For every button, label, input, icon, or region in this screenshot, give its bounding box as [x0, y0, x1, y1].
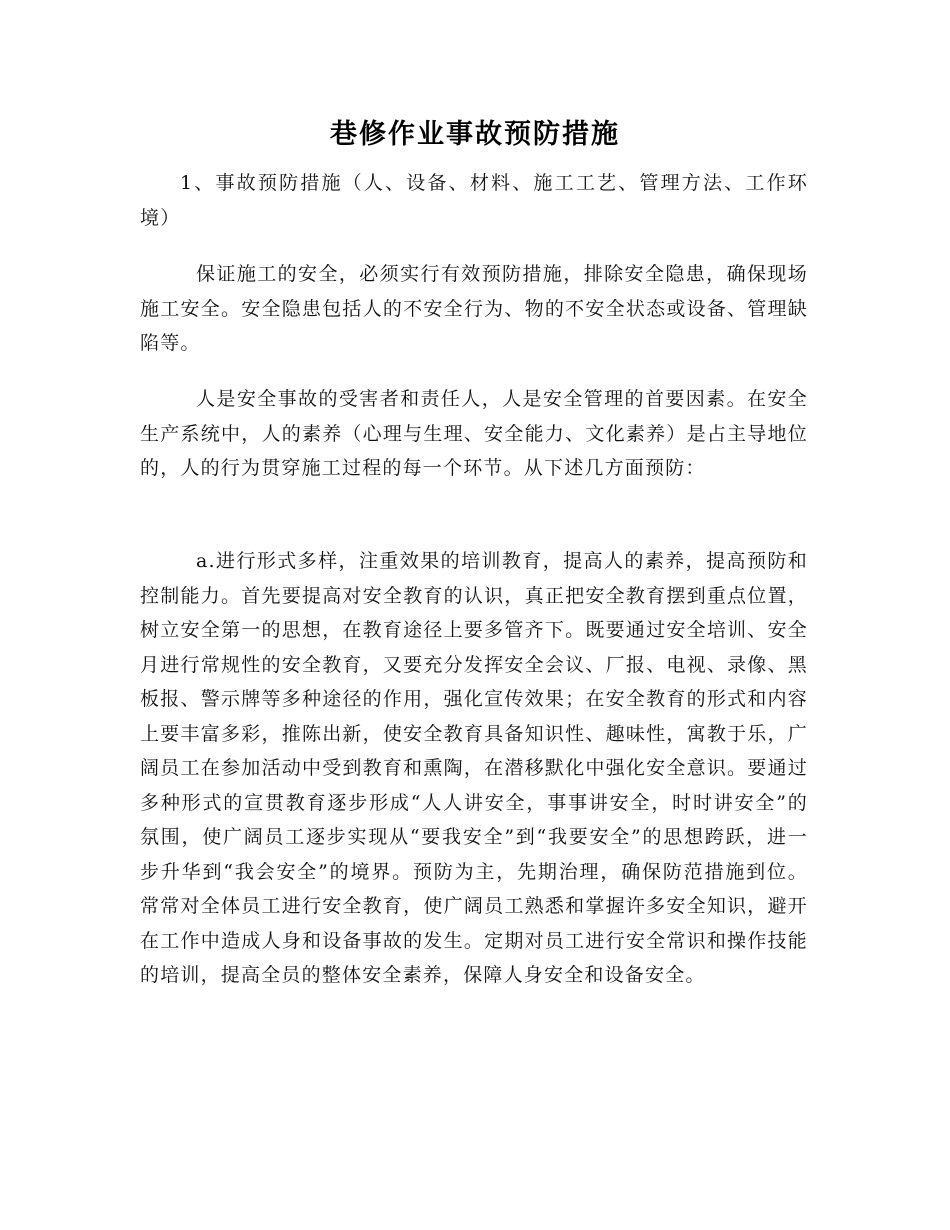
paragraph-training-education: a.进行形式多样，注重效果的培训教育，提高人的素养，提高预防和控制能力。首先要提高对安全教育的认识，真正把安全教育摆到重点位置，树立安全第一的思想，在教育途径上要多管齐下。既要通过安全培训、安全月进行常规性的安全教育，又要充分发挥安全会议、厂报、电视、录像、黑板报、警示牌等多种途径的作用，强化宣传效果；在安全教育的形式和内容上要丰富多彩，推陈出新，使安全教育具备知识性、趣味性，寓教于乐，广阔员工在参加活动中受到教育和熏陶，在潜移默化中强化安全意识。要通过多种形式的宣贯教育逐步形成“人人讲安全，事事讲安全，时时讲安全”的氛围，使广阔员工逐步实现从“要我安全”到“我要安全”的思想跨跃，进一步升华到“我会安全”的境界。预防为主，先期治理，确保防范措施到位。常常对全体员工进行安全教育，使广阔员工熟悉和掌握许多安全知识，避开在工作中造成人身和设备事故的发生。定期对员工进行安全常识和操作技能的培训，提高全员的整体安全素养，保障人身安全和设备安全。: [140, 550, 808, 986]
paragraph-human-factor: 人是安全事故的受害者和责任人，人是安全管理的首要因素。在安全生产系统中，人的素养（心理与生理、安全能力、文化素养）是占主导地位的，人的行为贯穿施工过程的每一个环节。从下述几方面预防：: [140, 388, 808, 479]
document-title: 巷修作业事故预防措施: [330, 119, 620, 150]
paragraph-measures-heading: 1、事故预防措施（人、设备、材料、施工工艺、管理方法、工作环境）: [140, 172, 808, 229]
paragraph-safety-guarantee: 保证施工的安全，必须实行有效预防措施，排除安全隐患，确保现场施工安全。安全隐患包括人的不安全行为、物的不安全状态或设备、管理缺陷等。: [140, 263, 808, 354]
